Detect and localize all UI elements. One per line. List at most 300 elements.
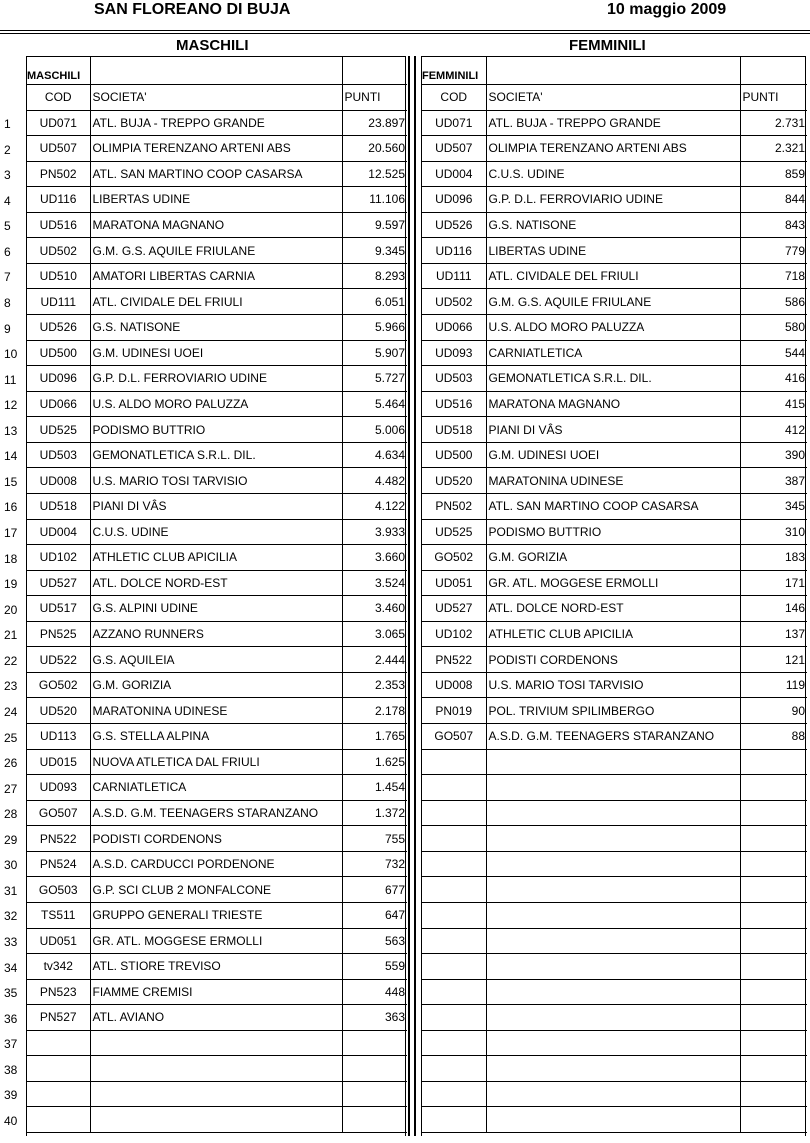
club-code: UD526: [422, 212, 486, 238]
club-points: 5.907: [342, 340, 407, 366]
table-row: [422, 775, 807, 801]
club-name: CARNIATLETICA: [90, 775, 342, 801]
club-code: PN525: [27, 621, 90, 647]
club-points: [740, 1005, 807, 1031]
club-code: [422, 877, 486, 903]
club-points: 363: [342, 1005, 407, 1031]
column-header-punti: PUNTI: [342, 84, 407, 110]
row-number: 20: [4, 602, 18, 617]
table-label: FEMMINILI: [422, 57, 486, 84]
club-name: OLIMPIA TERENZANO ARTENI ABS: [486, 136, 740, 162]
club-code: [422, 800, 486, 826]
club-code: UD500: [27, 340, 90, 366]
row-number: 6: [4, 244, 11, 259]
male-section-title: MASCHILI: [176, 37, 249, 54]
club-code: UD516: [422, 391, 486, 417]
table-row: [27, 698, 407, 724]
row-number: 5: [4, 219, 11, 234]
club-name: GEMONATLETICA S.R.L. DIL.: [486, 366, 740, 392]
club-points: 2.444: [342, 647, 407, 673]
female-ranking-table: [421, 56, 806, 1136]
table-row: [422, 851, 807, 877]
table-row: [27, 1005, 407, 1031]
table-row: [27, 442, 407, 468]
club-code: UD520: [27, 698, 90, 724]
club-code: [422, 979, 486, 1005]
row-number: 12: [4, 398, 18, 413]
club-code: [422, 902, 486, 928]
club-name: [486, 979, 740, 1005]
club-name: [486, 928, 740, 954]
club-points: 755: [342, 826, 407, 852]
row-number: 18: [4, 551, 18, 566]
row-number: 17: [4, 526, 18, 540]
club-code: UD004: [422, 161, 486, 187]
club-points: [740, 902, 807, 928]
table-row: [27, 493, 407, 519]
table-row: [422, 621, 807, 647]
row-number: 10: [4, 347, 18, 362]
club-code: PN522: [27, 826, 90, 852]
club-points: 4.634: [342, 442, 407, 468]
club-name: [486, 1005, 740, 1031]
club-name: U.S. MARIO TOSI TARVISIO: [90, 468, 342, 494]
row-number: 40: [4, 1113, 18, 1128]
club-name: ATL. DOLCE NORD-EST: [90, 570, 342, 596]
row-number: 27: [4, 781, 18, 796]
club-name: [90, 1056, 342, 1082]
club-points: 9.597: [342, 212, 407, 238]
table-row: [27, 749, 407, 775]
table-label-row: [422, 57, 807, 84]
table-row: [422, 161, 807, 187]
club-code: UD516: [27, 212, 90, 238]
table-row: [422, 493, 807, 519]
club-code: TS511: [27, 902, 90, 928]
table-row: [422, 724, 807, 750]
club-points: 2.178: [342, 698, 407, 724]
club-name: PODISMO BUTTRIO: [90, 417, 342, 443]
club-code: UD522: [27, 647, 90, 673]
row-number: 13: [4, 423, 18, 438]
club-name: PIANI DI VÂS: [486, 417, 740, 443]
club-code: GO503: [27, 877, 90, 903]
table-row: [422, 1030, 807, 1056]
table-row: [422, 315, 807, 341]
club-points: 677: [342, 877, 407, 903]
club-points: [342, 1030, 407, 1056]
table-row: [422, 954, 807, 980]
row-number: 31: [4, 883, 18, 898]
male-ranking-table: [26, 56, 406, 1136]
club-points: [342, 1056, 407, 1082]
club-points: 9.345: [342, 238, 407, 264]
table-row: [422, 340, 807, 366]
table-row: [27, 851, 407, 877]
row-number: 23: [4, 679, 18, 694]
club-points: 843: [740, 212, 807, 238]
club-points: [740, 877, 807, 903]
club-points: 1.372: [342, 800, 407, 826]
table-row: [27, 596, 407, 622]
club-points: 1.625: [342, 749, 407, 775]
club-points: [740, 1107, 807, 1133]
club-code: UD111: [27, 289, 90, 315]
table-row: [422, 1056, 807, 1082]
club-points: 390: [740, 442, 807, 468]
club-name: ATL. BUJA - TREPPO GRANDE: [486, 110, 740, 136]
table-row: [422, 596, 807, 622]
table-row: [27, 545, 407, 571]
table-row: [27, 1107, 407, 1133]
club-points: [740, 1081, 807, 1107]
club-code: UD520: [422, 468, 486, 494]
club-points: 23.897: [342, 110, 407, 136]
club-name: G.P. D.L. FERROVIARIO UDINE: [486, 187, 740, 213]
club-points: [740, 775, 807, 801]
club-name: G.P. D.L. FERROVIARIO UDINE: [90, 366, 342, 392]
column-header-cod: COD: [27, 84, 90, 110]
row-number: 34: [4, 960, 18, 975]
club-code: UD116: [422, 238, 486, 264]
table-row: [422, 110, 807, 136]
club-name: [486, 954, 740, 980]
club-points: 171: [740, 570, 807, 596]
club-points: 6.051: [342, 289, 407, 315]
club-name: ATL. STIORE TREVISO: [90, 954, 342, 980]
club-name: ATL. AVIANO: [90, 1005, 342, 1031]
club-name: U.S. ALDO MORO PALUZZA: [486, 315, 740, 341]
club-name: GRUPPO GENERALI TRIESTE: [90, 902, 342, 928]
table-label-row: [27, 57, 407, 84]
club-points: 448: [342, 979, 407, 1005]
club-points: 559: [342, 954, 407, 980]
club-name: GR. ATL. MOGGESE ERMOLLI: [486, 570, 740, 596]
club-code: GO507: [27, 800, 90, 826]
club-points: 2.353: [342, 672, 407, 698]
club-name: PODISTI CORDENONS: [486, 647, 740, 673]
club-points: 415: [740, 391, 807, 417]
club-points: 12.525: [342, 161, 407, 187]
table-row: [27, 877, 407, 903]
table-row: [27, 979, 407, 1005]
club-code: UD071: [27, 110, 90, 136]
table-row: [27, 187, 407, 213]
club-points: [342, 1081, 407, 1107]
table-row: [422, 212, 807, 238]
club-name: G.M. G.S. AQUILE FRIULANE: [90, 238, 342, 264]
table-row: [422, 979, 807, 1005]
club-name: [486, 800, 740, 826]
club-name: ATL. CIVIDALE DEL FRIULI: [90, 289, 342, 315]
club-points: 412: [740, 417, 807, 443]
club-code: GO502: [27, 672, 90, 698]
club-name: G.S. ALPINI UDINE: [90, 596, 342, 622]
club-name: AZZANO RUNNERS: [90, 621, 342, 647]
club-code: UD066: [422, 315, 486, 341]
club-points: 4.482: [342, 468, 407, 494]
table-row: [422, 1005, 807, 1031]
club-code: [27, 1081, 90, 1107]
table-row: [27, 238, 407, 264]
club-code: [422, 775, 486, 801]
club-name: GEMONATLETICA S.R.L. DIL.: [90, 442, 342, 468]
table-row: [422, 928, 807, 954]
club-name: ATL. DOLCE NORD-EST: [486, 596, 740, 622]
club-code: [422, 1056, 486, 1082]
row-number: 3: [4, 168, 11, 183]
table-row: [27, 902, 407, 928]
table-row: [27, 954, 407, 980]
club-code: [422, 749, 486, 775]
club-name: [486, 1107, 740, 1133]
club-points: 2.731: [740, 110, 807, 136]
table-row: [27, 366, 407, 392]
club-name: MARATONINA UDINESE: [90, 698, 342, 724]
document-title: SAN FLOREANO DI BUJA: [94, 1, 291, 18]
club-code: [422, 928, 486, 954]
club-points: 3.933: [342, 519, 407, 545]
club-code: UD008: [422, 672, 486, 698]
club-code: UD527: [422, 596, 486, 622]
club-code: [27, 1056, 90, 1082]
row-number-column: [0, 112, 24, 1135]
row-number: 7: [4, 270, 11, 285]
table-row: [422, 545, 807, 571]
club-name: OLIMPIA TERENZANO ARTENI ABS: [90, 136, 342, 162]
club-name: PODISMO BUTTRIO: [486, 519, 740, 545]
club-code: UD525: [422, 519, 486, 545]
header-rule-bottom: [0, 33, 810, 34]
table-row: [27, 1030, 407, 1056]
table-row: [27, 289, 407, 315]
row-number: 38: [4, 1062, 18, 1077]
club-code: UD518: [27, 493, 90, 519]
club-name: A.S.D. CARDUCCI PORDENONE: [90, 851, 342, 877]
table-row: [422, 187, 807, 213]
table-row: [27, 519, 407, 545]
club-name: ATL. SAN MARTINO COOP CASARSA: [486, 493, 740, 519]
club-code: UD113: [27, 724, 90, 750]
club-name: [486, 877, 740, 903]
club-points: [740, 954, 807, 980]
club-code: PN502: [422, 493, 486, 519]
club-code: UD502: [422, 289, 486, 315]
club-name: ATL. CIVIDALE DEL FRIULI: [486, 263, 740, 289]
row-number: 9: [4, 321, 11, 336]
club-code: [422, 851, 486, 877]
club-code: UD111: [422, 263, 486, 289]
table-row: [422, 800, 807, 826]
row-number: 1: [4, 117, 11, 131]
table-row: [422, 1081, 807, 1107]
club-points: 1.765: [342, 724, 407, 750]
club-points: 859: [740, 161, 807, 187]
club-points: [342, 1107, 407, 1133]
table-row: [27, 672, 407, 698]
club-code: UD093: [27, 775, 90, 801]
table-row: [27, 263, 407, 289]
club-name: [486, 851, 740, 877]
club-code: GO507: [422, 724, 486, 750]
club-name: [486, 1081, 740, 1107]
column-header-punti: PUNTI: [740, 84, 807, 110]
club-points: [740, 1030, 807, 1056]
club-name: PIANI DI VÂS: [90, 493, 342, 519]
club-code: UD008: [27, 468, 90, 494]
column-header-societa: SOCIETA': [90, 84, 342, 110]
center-divider-left: [408, 56, 410, 1136]
club-name: [486, 826, 740, 852]
club-name: U.S. ALDO MORO PALUZZA: [90, 391, 342, 417]
club-points: 3.524: [342, 570, 407, 596]
club-name: G.M. UDINESI UOEI: [90, 340, 342, 366]
club-name: CARNIATLETICA: [486, 340, 740, 366]
club-points: 310: [740, 519, 807, 545]
club-code: UD502: [27, 238, 90, 264]
table-row: [27, 928, 407, 954]
club-name: G.M. GORIZIA: [486, 545, 740, 571]
club-points: 416: [740, 366, 807, 392]
table-row: [27, 1056, 407, 1082]
club-points: 11.106: [342, 187, 407, 213]
club-name: [486, 902, 740, 928]
club-name: [486, 1030, 740, 1056]
club-points: [740, 800, 807, 826]
club-points: [740, 928, 807, 954]
table-row: [27, 647, 407, 673]
club-name: FIAMME CREMISI: [90, 979, 342, 1005]
club-name: MARATONINA UDINESE: [486, 468, 740, 494]
club-name: [486, 775, 740, 801]
table-row: [422, 442, 807, 468]
club-points: 580: [740, 315, 807, 341]
club-points: [740, 1056, 807, 1082]
table-row: [422, 391, 807, 417]
club-name: AMATORI LIBERTAS CARNIA: [90, 263, 342, 289]
table-row: [422, 238, 807, 264]
club-code: UD507: [422, 136, 486, 162]
club-points: [740, 749, 807, 775]
club-code: UD507: [27, 136, 90, 162]
table-label: MASCHILI: [27, 57, 90, 84]
table-row: [27, 340, 407, 366]
table-row: [27, 826, 407, 852]
club-name: G.M. GORIZIA: [90, 672, 342, 698]
row-number: 2: [4, 142, 11, 157]
club-code: UD096: [27, 366, 90, 392]
table-row: [422, 902, 807, 928]
club-name: [486, 1056, 740, 1082]
club-name: C.U.S. UDINE: [90, 519, 342, 545]
club-name: [486, 749, 740, 775]
row-number: 4: [4, 193, 11, 208]
row-number: 22: [4, 653, 18, 668]
table-row: [27, 136, 407, 162]
table-row: [422, 468, 807, 494]
table-row: [422, 263, 807, 289]
club-name: A.S.D. G.M. TEENAGERS STARANZANO: [486, 724, 740, 750]
club-code: UD116: [27, 187, 90, 213]
club-points: 5.727: [342, 366, 407, 392]
club-code: [422, 826, 486, 852]
row-number: 36: [4, 1011, 18, 1026]
row-number: 14: [4, 449, 18, 464]
table-row: [422, 417, 807, 443]
table-row: [27, 417, 407, 443]
female-section-title: FEMMINILI: [569, 37, 646, 54]
table-row: [27, 800, 407, 826]
club-points: 387: [740, 468, 807, 494]
club-name: [90, 1081, 342, 1107]
club-name: G.S. NATISONE: [90, 315, 342, 341]
club-code: [27, 1107, 90, 1133]
club-points: 586: [740, 289, 807, 315]
club-code: GO502: [422, 545, 486, 571]
club-code: PN527: [27, 1005, 90, 1031]
club-code: UD066: [27, 391, 90, 417]
row-number: 28: [4, 807, 18, 822]
club-code: UD517: [27, 596, 90, 622]
table-row: [27, 724, 407, 750]
club-code: [422, 1005, 486, 1031]
club-points: 844: [740, 187, 807, 213]
table-row: [422, 698, 807, 724]
row-number: 29: [4, 832, 18, 847]
table-row: [27, 315, 407, 341]
table-row: [422, 366, 807, 392]
club-name: ATHLETIC CLUB APICILIA: [486, 621, 740, 647]
club-code: [422, 1081, 486, 1107]
table-row: [422, 289, 807, 315]
table-row: [27, 621, 407, 647]
row-number: 8: [4, 295, 11, 310]
club-code: UD503: [27, 442, 90, 468]
club-points: 4.122: [342, 493, 407, 519]
club-name: GR. ATL. MOGGESE ERMOLLI: [90, 928, 342, 954]
club-name: A.S.D. G.M. TEENAGERS STARANZANO: [90, 800, 342, 826]
club-name: G.M. G.S. AQUILE FRIULANE: [486, 289, 740, 315]
club-code: PN523: [27, 979, 90, 1005]
club-code: PN522: [422, 647, 486, 673]
row-number: 16: [4, 500, 18, 515]
club-points: [740, 826, 807, 852]
column-header-societa: SOCIETA': [486, 84, 740, 110]
table-row: [422, 749, 807, 775]
row-number: 39: [4, 1088, 18, 1103]
club-name: G.P. SCI CLUB 2 MONFALCONE: [90, 877, 342, 903]
club-name: LIBERTAS UDINE: [90, 187, 342, 213]
table-row: [422, 1107, 807, 1133]
club-points: 90: [740, 698, 807, 724]
club-name: G.S. AQUILEIA: [90, 647, 342, 673]
table-row: [422, 826, 807, 852]
table-row: [27, 161, 407, 187]
row-number: 19: [4, 577, 18, 592]
center-divider-right: [414, 56, 416, 1136]
club-name: [90, 1030, 342, 1056]
row-number: 24: [4, 704, 18, 719]
club-name: LIBERTAS UDINE: [486, 238, 740, 264]
table-row: [27, 212, 407, 238]
table-row: [27, 1081, 407, 1107]
club-points: 5.464: [342, 391, 407, 417]
club-name: ATL. SAN MARTINO COOP CASARSA: [90, 161, 342, 187]
club-points: 563: [342, 928, 407, 954]
club-code: UD510: [27, 263, 90, 289]
club-code: UD527: [27, 570, 90, 596]
row-number: 33: [4, 935, 18, 949]
